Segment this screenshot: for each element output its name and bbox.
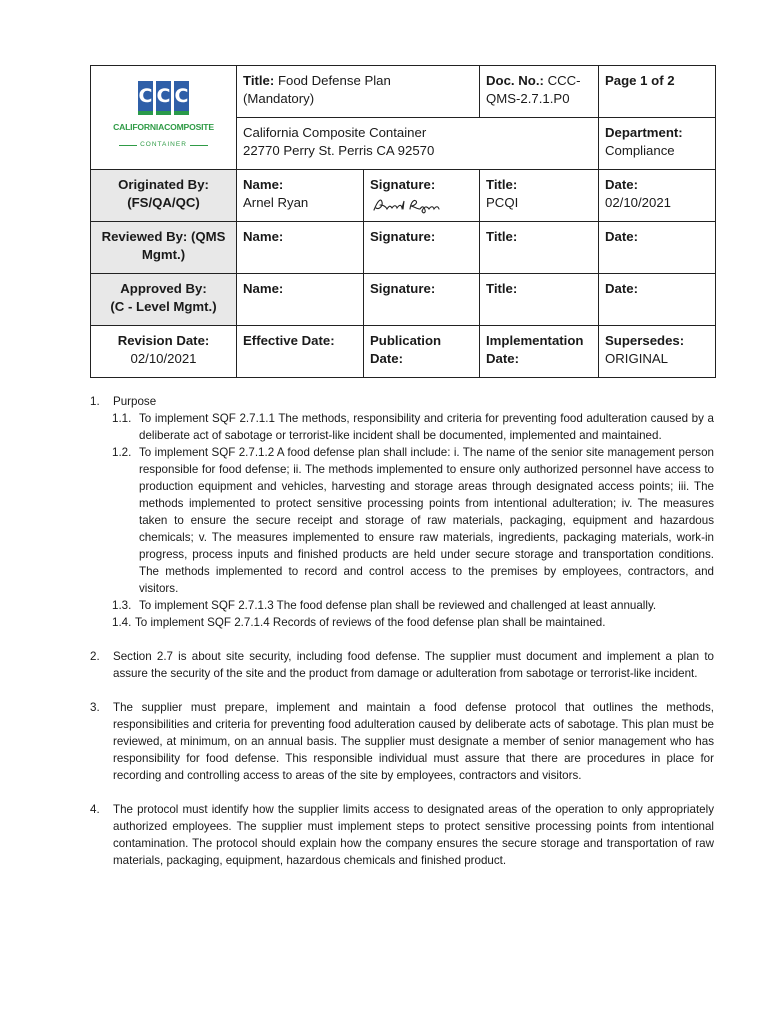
implementation-date-label-line2: Date: [486, 351, 519, 366]
company-logo [91, 66, 237, 170]
section-3 [90, 699, 714, 784]
approved-date-cell [599, 274, 716, 326]
department-label: Department: [605, 125, 683, 140]
subsection-number: 1.4. [112, 616, 132, 629]
subsection-text: To implement SQF 2.7.1.4 Records of reviews of the food defense plan shall be maintained. [135, 616, 606, 629]
logo-company-sub: CONTAINER [140, 141, 187, 148]
date-label: Date: [605, 177, 638, 192]
subsection-1-2 [112, 444, 714, 597]
date-label: Date: [605, 281, 638, 296]
publication-date-cell [364, 326, 480, 378]
revision-date-label: Revision Date: [117, 333, 210, 348]
subsection-1-1 [112, 410, 714, 444]
revision-date-cell [91, 326, 237, 378]
title-col-label: Title: [486, 229, 518, 244]
doc-no-cell [480, 66, 599, 118]
publication-date-label: Publication [370, 333, 442, 348]
implementation-date-cell [480, 326, 599, 378]
approved-signature-cell [364, 274, 480, 326]
date-label: Date: [605, 229, 638, 244]
title-col-label: Title: [486, 281, 518, 296]
section-number: 4. [90, 803, 100, 816]
title-cell [237, 66, 480, 118]
subsection-number: 1.2. [112, 446, 132, 459]
section-2 [90, 648, 714, 682]
company-address: 22770 Perry St. Perris CA 92570 [243, 143, 435, 158]
approved-label-line1: Approved By: [120, 281, 207, 296]
originated-by-label [91, 170, 237, 222]
name-label: Name: [243, 177, 284, 192]
company-name: California Composite Container [243, 125, 427, 140]
subsection-text: To implement SQF 2.7.1.1 The methods, responsibility and criteria for preventing food adulteration caused by a deliberate act of sabotage or terrorist-like incident shall be documented, implemented and maintained. [139, 412, 714, 442]
section-number: 2. [90, 650, 100, 663]
page-number: Page 1 of 2 [605, 73, 675, 88]
approved-by-label [91, 274, 237, 326]
logo-letter: C [138, 81, 153, 115]
originated-date-cell [599, 170, 716, 222]
reviewed-date-cell [599, 222, 716, 274]
section-4 [90, 801, 714, 869]
section-text: The protocol must identify how the supplier limits access to designated areas of the operation to only appropriately authorized employees. The supplier must implement steps to protect sensitive processing points from intentional contamination. The protocol should explain how the company ensures the secure storage and transportation of raw materials, packaging, equipment, hazardous chemicals and finished product. [113, 803, 714, 867]
originated-date: 02/10/2021 [605, 195, 672, 210]
subsection-1-3 [112, 597, 714, 614]
reviewed-label-line1: Reviewed By: (QMS [101, 229, 226, 244]
signature-label: Signature: [370, 177, 436, 192]
approved-label-line2: (C - Level Mgmt.) [110, 299, 217, 314]
originated-label-line1: Originated By: [118, 177, 209, 192]
section-title: Purpose [113, 395, 157, 408]
subsection-1-4 [112, 614, 714, 631]
originated-name-cell [237, 170, 364, 222]
department-value: Compliance [605, 143, 675, 158]
logo-letter: C [174, 81, 189, 115]
department-cell [599, 118, 716, 170]
company-address-cell [237, 118, 599, 170]
reviewed-label-line2: Mgmt.) [141, 247, 186, 262]
logo-company-name: CALIFORNIACOMPOSITE [113, 122, 214, 132]
originated-name: Arnel Ryan [243, 195, 309, 210]
title-label: Title: [243, 73, 275, 88]
name-label: Name: [243, 229, 284, 244]
section-text: The supplier must prepare, implement and maintain a food defense protocol that outlines the methods, responsibilities and criteria for preventing food adulteration caused by deliberate acts of sabotage. This plan must be reviewed, at minimum, on an annual basis. The supplier must designate a member of senior management who has responsibility for food defense. This responsible individual must assure that there are procedures in place for recording and controlling access to areas of the site by employees, contractors and visitors. [113, 701, 714, 782]
originated-title: PCQI [486, 195, 519, 210]
logo-letter: C [156, 81, 171, 115]
signature-label: Signature: [370, 229, 436, 244]
reviewed-signature-cell [364, 222, 480, 274]
doc-no-value: CCC- [547, 73, 581, 88]
title-col-label: Title: [486, 177, 518, 192]
handwritten-signature [370, 196, 442, 214]
reviewed-title-cell [480, 222, 599, 274]
supersedes-cell [599, 326, 716, 378]
approved-name-cell [237, 274, 364, 326]
section-text: Section 2.7 is about site security, including food defense. The supplier must document and implement a plan to assure the security of the site and the product from damage or adulteration from sabotage or terrorist-like incident. [113, 650, 714, 680]
originated-title-cell [480, 170, 599, 222]
subsection-number: 1.3. [112, 599, 132, 612]
originated-signature-cell [364, 170, 480, 222]
section-1 [90, 393, 714, 410]
doc-no-label: Doc. No.: [486, 73, 544, 88]
subsection-text: To implement SQF 2.7.1.2 A food defense plan shall include: i. The name of the senior site management person responsible for food defense; ii. The methods implemented to ensure only authorized personnel have access to production equipment and vehicles, harvesting and storage areas through designated access points; iii. The methods implemented to protect sensitive processing points from intentional adulteration; iv. The measures taken to ensure the secure receipt and storage of raw materials, packaging, equipment and hazardous chemicals; v. The measures implemented to ensure raw materials, ingredients, packaging materials, work-in progress, process inputs and finished products are held under secure storage and transportation conditions. The methods implemented to record and control access to the premises by employees, contractors, and visitors. [139, 446, 714, 595]
effective-date-label: Effective Date: [243, 333, 335, 348]
effective-date-cell [237, 326, 364, 378]
publication-date-label-line2: Date: [370, 351, 403, 366]
approved-title-cell [480, 274, 599, 326]
supersedes-label: Supersedes: [605, 333, 685, 348]
implementation-date-label: Implementation [486, 333, 584, 348]
doc-no-value-line2: QMS-2.7.1.P0 [486, 91, 570, 106]
title-value-line2: (Mandatory) [243, 91, 315, 106]
reviewed-name-cell [237, 222, 364, 274]
revision-date-value: 02/10/2021 [130, 351, 197, 366]
signature-label: Signature: [370, 281, 436, 296]
supersedes-value: ORIGINAL [605, 351, 669, 366]
title-value: Food Defense Plan [277, 73, 391, 88]
document-header-table [90, 65, 716, 378]
name-label: Name: [243, 281, 284, 296]
document-body [90, 393, 714, 869]
originated-label-line2: (FS/QA/QC) [127, 195, 200, 210]
section-number: 3. [90, 701, 100, 714]
reviewed-by-label [91, 222, 237, 274]
subsection-text: To implement SQF 2.7.1.3 The food defense plan shall be reviewed and challenged at least annually. [139, 599, 657, 612]
subsection-number: 1.1. [112, 412, 132, 425]
page-number-cell [599, 66, 716, 118]
section-number: 1. [90, 395, 100, 408]
